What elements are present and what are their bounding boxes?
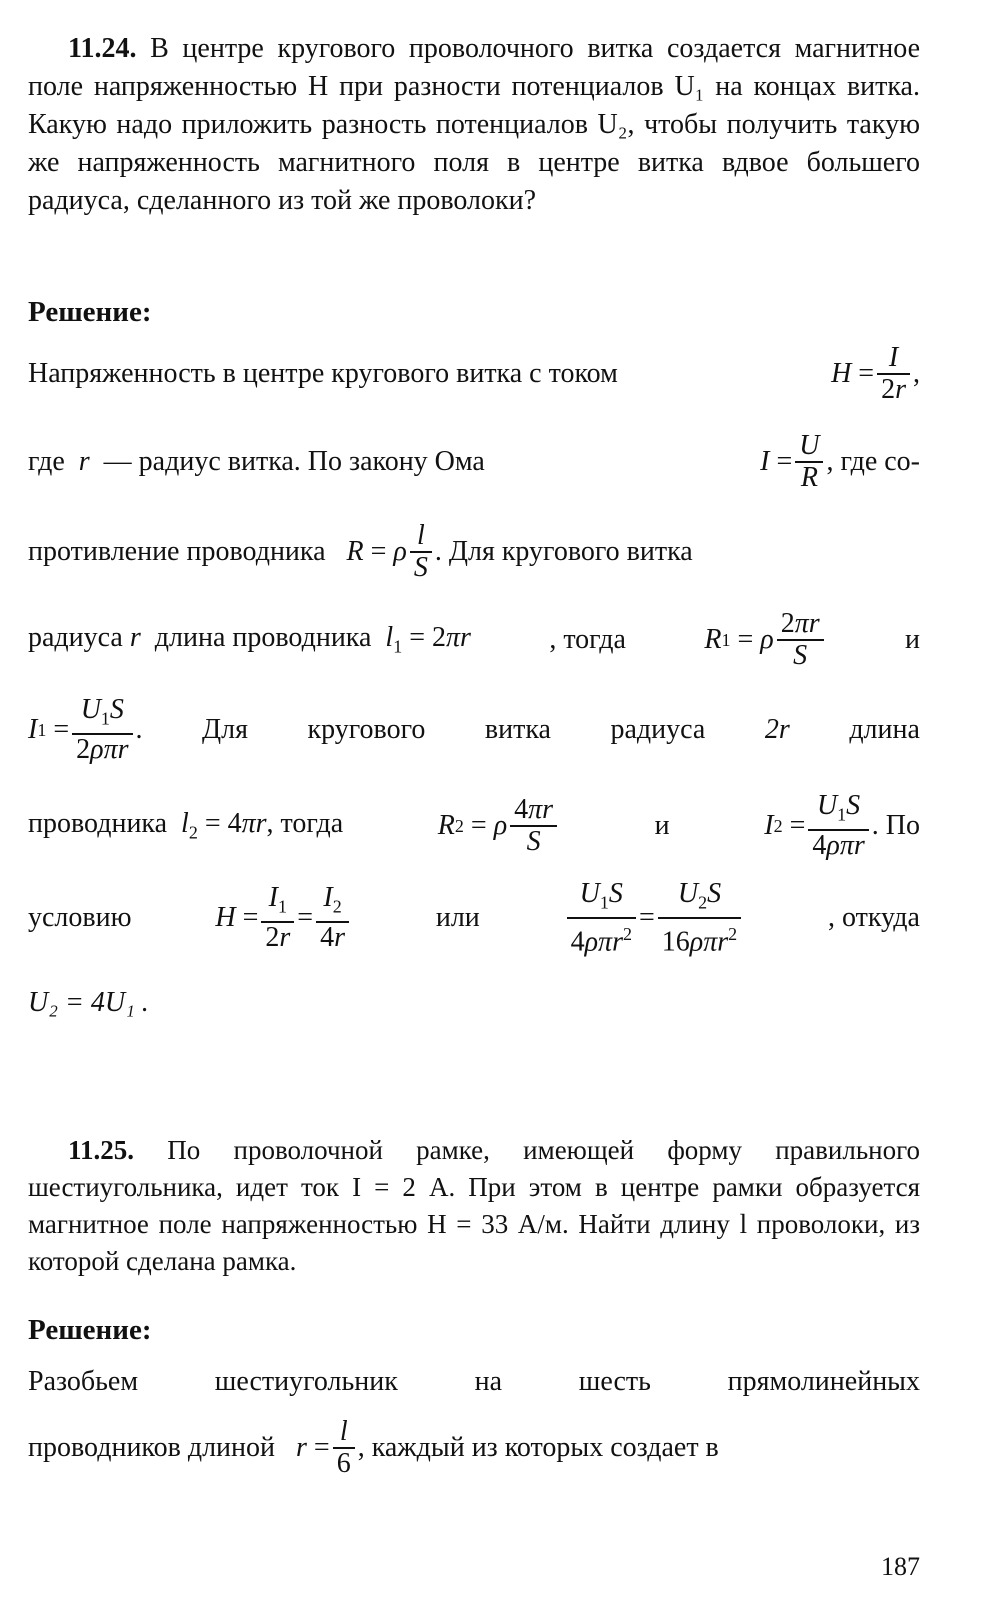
solution-line-5: I 1 = $\frac{U_1S}{\text{2ρπr}}$ . Для кругового витка радиуса 2r длина xyxy=(28,693,920,766)
solution-line-2: где r — радиус витка. По закону Ома I = $\frac{U}{R}$ , где со- xyxy=(28,430,920,493)
solution-heading-2: Решение: xyxy=(28,1314,152,1346)
solution-line-4: радиуса r длина проводника $l_1 = 2\pi r$ , тогда R 1 = ρ $\frac{2\pi r}{S}$ и xyxy=(28,608,920,671)
solution2-line-1: Разобьем шестиугольник на шесть прямолинейных xyxy=(28,1366,920,1397)
page-number: 187 xyxy=(881,1552,920,1581)
problem-text: По проволочной рамке, имеющей форму правильного шестиугольника, идет ток I = 2 А. При этом в центре рамки образуется магнитное поле напряженностью H = 33 А/м. Найти длину l проволоки, из которой сделана рамка. xyxy=(28,1135,921,1276)
problem-text: В центре кругового проволочного витка создается магнитное поле напряженностью H при разности потенциалов U₁ на концах витка. Какую надо приложить разность потенциалов U₂, чтобы получить такую же напряженность магнитного поля в центре витка вдвое большего радиуса, сделанного из той же проволоки? xyxy=(28,33,921,216)
problem-11-24 xyxy=(28,30,920,220)
solution-line-3: противление проводника R = ρ $\frac{l}{S}$ . Для кругового витка xyxy=(28,520,693,583)
solution-line-1: Напряженность в центре кругового витка с током H = $\frac{I}{2r}$ , xyxy=(28,342,920,405)
solution-result: U₂ = 4U₁ . xyxy=(28,987,149,1018)
solution2-line-2: проводников длиной r = $\frac{l}{6}$ , каждый из которых создает в xyxy=(28,1416,719,1479)
solution-heading: Решение: xyxy=(28,296,152,328)
problem-number: 11.25. xyxy=(68,1135,135,1165)
formula-ohm: I = $\frac{U}{R}$ , где со- xyxy=(760,430,920,493)
solution-line-6: проводника $l_2 = 4\pi r$, тогда R 2 = ρ $\frac{4\pi r}{S}$ и I 2 = $\frac{U_1S}{\text{4ρπr}}$ . По xyxy=(28,789,920,862)
solution-line-7: условию H = $\frac{I_1}{2r}$ = $\frac{I_2}{4r}$ или $\frac{U_1S}{4\rho\pi r^2}$ = $\frac{U_2S}{16\rho\pi r^2}$ , откуда xyxy=(28,877,920,958)
problem-11-25 xyxy=(28,1132,920,1280)
formula-h: H = $\frac{I}{2r}$ , xyxy=(831,342,920,405)
problem-number: 11.24. xyxy=(68,33,137,64)
